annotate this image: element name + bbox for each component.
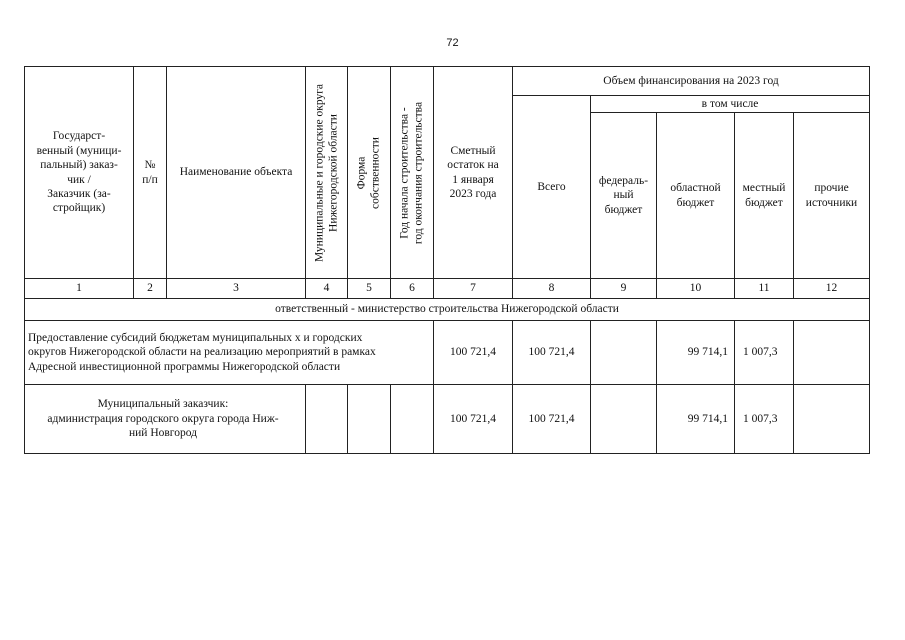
column-number: 4 [306,279,348,299]
header-customer-text: Государст- венный (муници- пальный) заказ- чик / Заказчик (за- стройщик) [36,130,122,215]
header-federal [591,113,657,279]
column-numbers-row [25,279,870,299]
column-number: 2 [134,279,167,299]
header-object-name-text: Наименование объекта [179,166,293,179]
column-number: 9 [591,279,657,299]
header-number [134,67,167,279]
header-total-text: Всего [537,180,566,193]
page-number: 72 [446,37,459,49]
column-number: 11 [735,279,794,299]
federal-cell [591,385,657,454]
header-local [735,113,794,279]
header-including [591,96,870,113]
years-cell [391,385,434,454]
local-cell: 1 007,3 [735,385,794,454]
header-regional [657,113,735,279]
other-cell [794,321,870,385]
federal-cell [591,321,657,385]
column-number: 1 [25,279,134,299]
ownership-cell [348,385,391,454]
total-cell: 100 721,4 [513,321,591,385]
header-total [513,96,591,279]
header-remainder [434,67,513,279]
column-number: 5 [348,279,391,299]
header-other [794,113,870,279]
header-other-text: прочие источники [805,182,858,209]
total-cell: 100 721,4 [513,385,591,454]
districts-cell [306,385,348,454]
remainder-cell: 100 721,4 [434,385,513,454]
regional-cell: 99 714,1 [657,321,735,385]
header-number-text: № п/п [142,159,158,186]
header-funding-group [513,67,870,96]
column-number: 7 [434,279,513,299]
object-name: Предоставление субсидий бюджетам муниципальных х и городских округов Нижегородской области на реализацию мероприятий в рамках Адресной инвестиционной программы Нижегородской области [28,331,376,373]
table-row [25,321,870,385]
column-number: 6 [391,279,434,299]
header-years [391,67,434,279]
section-title: ответственный - министерство строительства Нижегородской области [25,299,870,321]
column-number: 8 [513,279,591,299]
customer-name: Муниципальный заказчик: администрация городского округа города Ниж- ний Новгород [47,398,279,440]
header-districts [306,67,348,279]
other-cell [794,385,870,454]
header-local-text: местный бюджет [742,182,786,209]
remainder-cell: 100 721,4 [434,321,513,385]
object-name-cell [25,321,434,385]
header-object-name [167,67,306,279]
header-federal-text: федераль- ный бюджет [598,174,649,216]
header-funding-group-text: Объем финансирования на 2023 год [603,74,779,87]
header-customer [25,67,134,279]
customer-cell [25,385,306,454]
header-districts-text: Муниципальные и городские округа Нижегородской области [313,83,340,262]
header-ownership [348,67,391,279]
section-row [25,299,870,321]
local-cell: 1 007,3 [735,321,794,385]
header-remainder-text: Сметный остаток на 1 января 2023 года [447,144,499,200]
column-number: 10 [657,279,735,299]
table-row [25,385,870,454]
header-years-text: Год начала строительства - год окончания строительства [398,101,425,244]
header-ownership-text: Форма собственности [355,136,382,209]
regional-cell: 99 714,1 [657,385,735,454]
header-regional-text: областной бюджет [670,182,721,209]
column-number: 3 [167,279,306,299]
funding-table [24,66,870,454]
column-number: 12 [794,279,870,299]
header-including-text: в том числе [701,97,759,110]
